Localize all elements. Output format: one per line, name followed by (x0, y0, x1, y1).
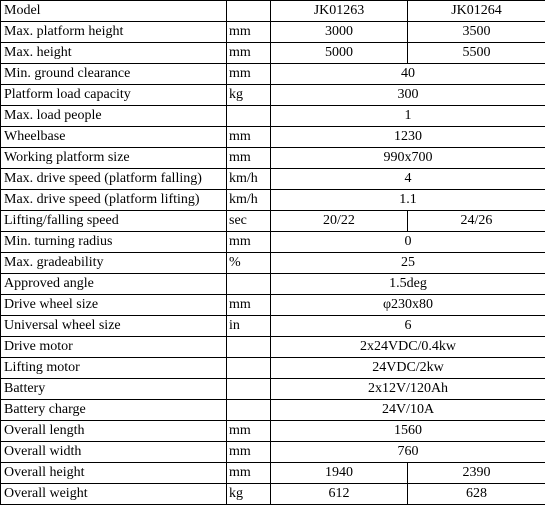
table-row (1, 190, 545, 211)
shared-value-cell: 24VDC/2kw (271, 358, 545, 379)
shared-value-cell: 990x700 (271, 148, 545, 169)
param-name-cell: Lifting motor (1, 358, 227, 379)
model-2-value-cell: 628 (408, 484, 545, 505)
unit-cell: mm (227, 148, 271, 169)
unit-cell: mm (227, 43, 271, 64)
shared-value-cell: 24V/10A (271, 400, 545, 421)
shared-value-cell: 4 (271, 169, 545, 190)
table-row (1, 463, 545, 484)
unit-cell: km/h (227, 190, 271, 211)
shared-value-cell: φ230x80 (271, 295, 545, 316)
unit-cell: mm (227, 442, 271, 463)
shared-value-cell: 1230 (271, 127, 545, 148)
table-row (1, 337, 545, 358)
shared-value-cell: 6 (271, 316, 545, 337)
unit-cell: mm (227, 232, 271, 253)
unit-cell: mm (227, 22, 271, 43)
table-row (1, 442, 545, 463)
param-name-cell: Overall height (1, 463, 227, 484)
header-model-1: JK01263 (271, 1, 408, 22)
table-row (1, 295, 545, 316)
shared-value-cell: 1560 (271, 421, 545, 442)
table-row (1, 43, 545, 64)
param-name-cell: Platform load capacity (1, 85, 227, 106)
unit-cell (227, 400, 271, 421)
param-name-cell: Min. turning radius (1, 232, 227, 253)
table-row (1, 484, 545, 505)
param-name-cell: Max. height (1, 43, 227, 64)
header-model-label: Model (1, 1, 227, 22)
table-row (1, 400, 545, 421)
unit-cell: mm (227, 127, 271, 148)
table-row (1, 211, 545, 232)
param-name-cell: Working platform size (1, 148, 227, 169)
param-name-cell: Drive wheel size (1, 295, 227, 316)
param-name-cell: Max. drive speed (platform lifting) (1, 190, 227, 211)
unit-cell: mm (227, 64, 271, 85)
unit-cell (227, 358, 271, 379)
param-name-cell: Max. platform height (1, 22, 227, 43)
table-row (1, 253, 545, 274)
unit-cell (227, 274, 271, 295)
param-name-cell: Battery charge (1, 400, 227, 421)
param-name-cell: Max. gradeability (1, 253, 227, 274)
table-row (1, 22, 545, 43)
shared-value-cell: 1.1 (271, 190, 545, 211)
spec-table-body (1, 1, 545, 505)
shared-value-cell: 40 (271, 64, 545, 85)
shared-value-cell: 2x24VDC/0.4kw (271, 337, 545, 358)
shared-value-cell: 2x12V/120Ah (271, 379, 545, 400)
param-name-cell: Approved angle (1, 274, 227, 295)
table-header-row (1, 1, 545, 22)
param-name-cell: Battery (1, 379, 227, 400)
unit-cell: % (227, 253, 271, 274)
model-2-value-cell: 2390 (408, 463, 545, 484)
table-row (1, 274, 545, 295)
unit-cell: mm (227, 295, 271, 316)
param-name-cell: Overall width (1, 442, 227, 463)
unit-cell: kg (227, 85, 271, 106)
param-name-cell: Wheelbase (1, 127, 227, 148)
unit-cell: kg (227, 484, 271, 505)
table-row (1, 316, 545, 337)
model-1-value-cell: 3000 (271, 22, 408, 43)
unit-cell (227, 337, 271, 358)
table-row (1, 358, 545, 379)
header-unit-cell (227, 1, 271, 22)
shared-value-cell: 0 (271, 232, 545, 253)
param-name-cell: Lifting/falling speed (1, 211, 227, 232)
header-model-2: JK01264 (408, 1, 545, 22)
shared-value-cell: 1.5deg (271, 274, 545, 295)
shared-value-cell: 25 (271, 253, 545, 274)
param-name-cell: Overall length (1, 421, 227, 442)
param-name-cell: Max. load people (1, 106, 227, 127)
table-row (1, 127, 545, 148)
table-row (1, 232, 545, 253)
table-row (1, 85, 545, 106)
param-name-cell: Max. drive speed (platform falling) (1, 169, 227, 190)
model-1-value-cell: 1940 (271, 463, 408, 484)
param-name-cell: Universal wheel size (1, 316, 227, 337)
table-row (1, 64, 545, 85)
shared-value-cell: 300 (271, 85, 545, 106)
param-name-cell: Min. ground clearance (1, 64, 227, 85)
unit-cell (227, 379, 271, 400)
model-2-value-cell: 24/26 (408, 211, 545, 232)
model-1-value-cell: 20/22 (271, 211, 408, 232)
table-row (1, 379, 545, 400)
unit-cell: sec (227, 211, 271, 232)
shared-value-cell: 760 (271, 442, 545, 463)
table-row (1, 148, 545, 169)
table-row (1, 106, 545, 127)
table-row (1, 421, 545, 442)
shared-value-cell: 1 (271, 106, 545, 127)
unit-cell: in (227, 316, 271, 337)
model-2-value-cell: 3500 (408, 22, 545, 43)
param-name-cell: Drive motor (1, 337, 227, 358)
unit-cell: km/h (227, 169, 271, 190)
table-row (1, 169, 545, 190)
unit-cell (227, 106, 271, 127)
unit-cell: mm (227, 421, 271, 442)
param-name-cell: Overall weight (1, 484, 227, 505)
unit-cell: mm (227, 463, 271, 484)
model-1-value-cell: 612 (271, 484, 408, 505)
model-1-value-cell: 5000 (271, 43, 408, 64)
model-2-value-cell: 5500 (408, 43, 545, 64)
